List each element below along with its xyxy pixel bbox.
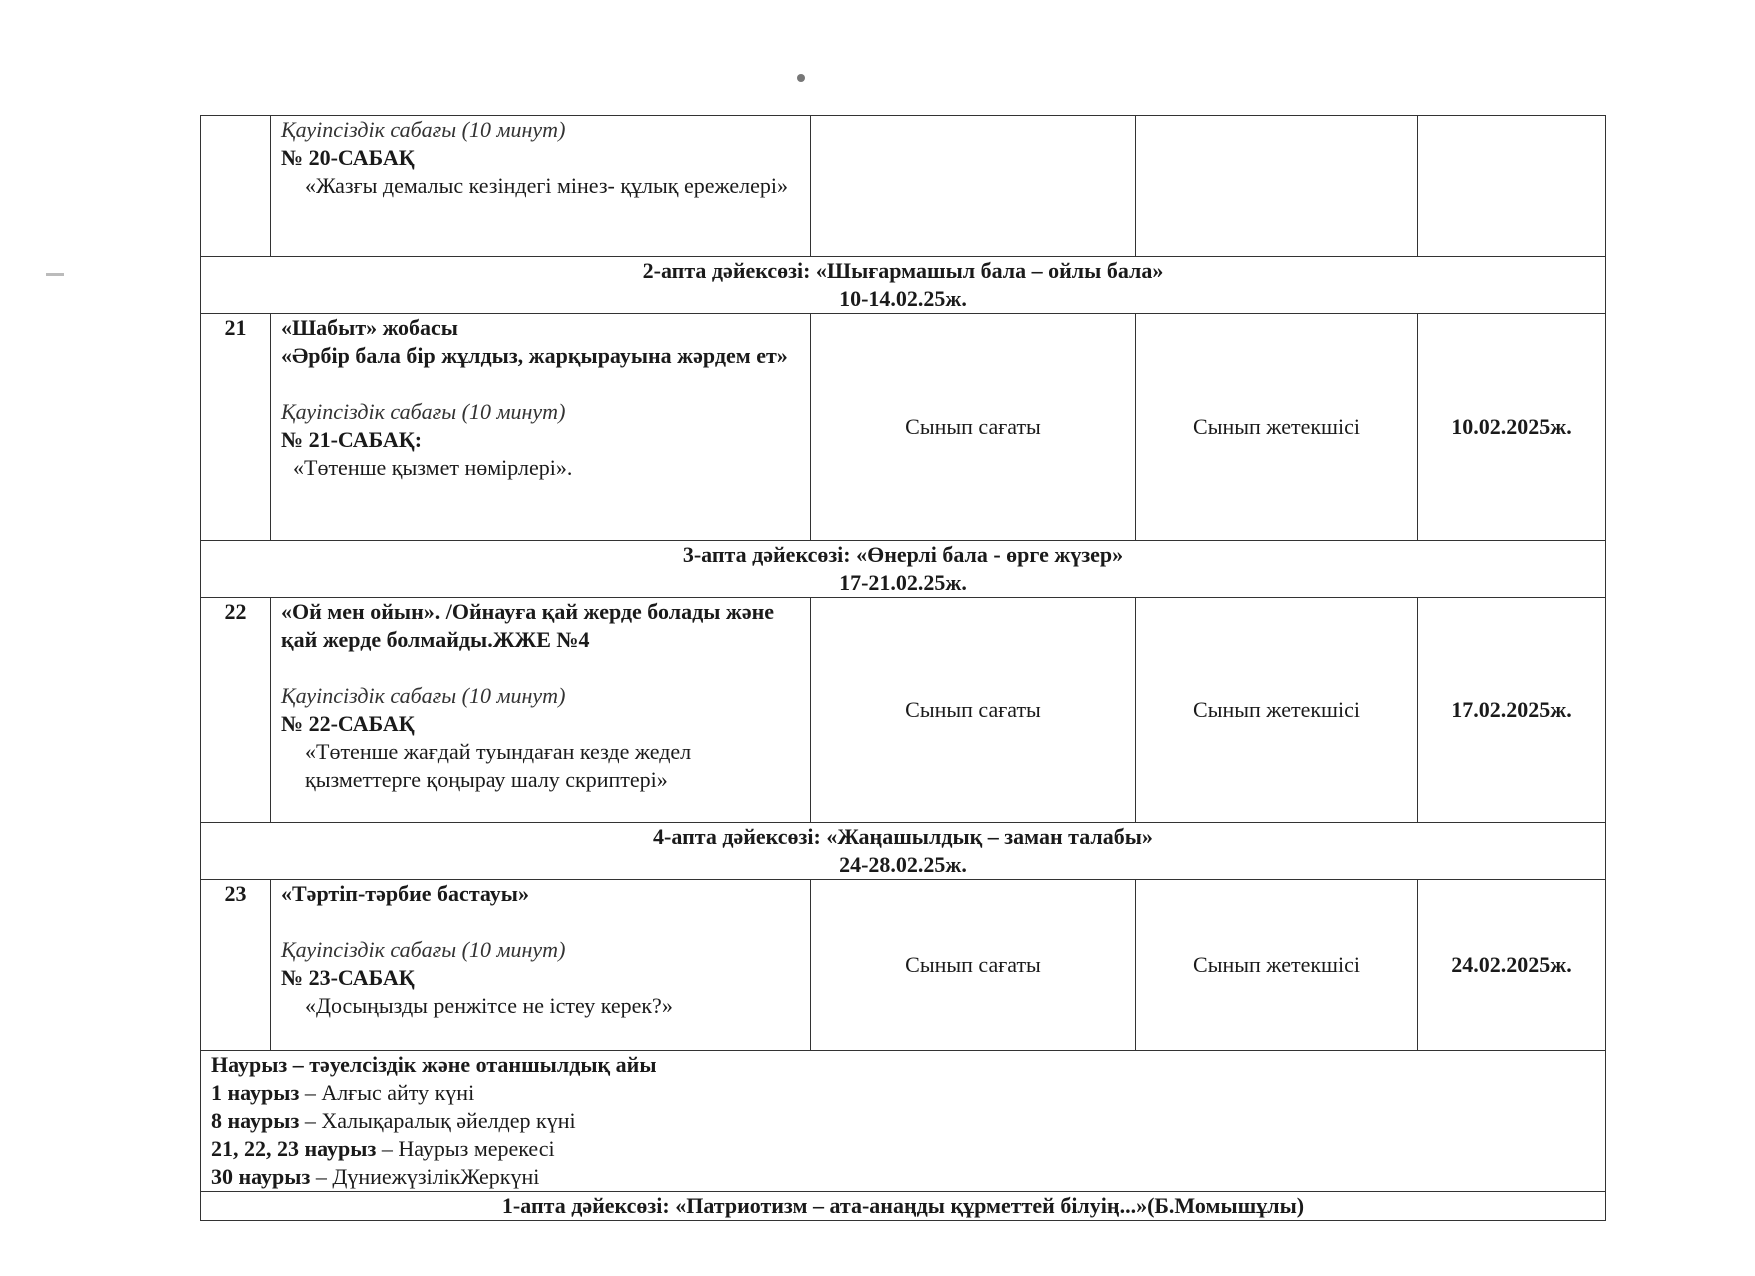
month-heading: Наурыз – тәуелсіздік және отаншылдық айы xyxy=(211,1052,657,1077)
holiday-day: 8 наурыз xyxy=(211,1108,300,1133)
week-dates: 24-28.02.25ж. xyxy=(839,852,967,877)
holiday-item xyxy=(211,1135,1595,1163)
holiday-name: – Халықаралық әйелдер күні xyxy=(299,1108,576,1133)
date-cell: 24.02.2025ж. xyxy=(1418,880,1606,1051)
holiday-item xyxy=(211,1107,1595,1135)
content-cell xyxy=(271,314,811,541)
holiday-day: 21, 22, 23 наурыз xyxy=(211,1136,377,1161)
lesson-topic: «Төтенше жағдай туындаған кезде жедел қызметтерге қоңырау шалу скриптері» xyxy=(305,739,692,792)
safety-label: Қауіпсіздік сабағы (10 минут) xyxy=(281,683,566,708)
month-section-row xyxy=(201,1051,1606,1192)
num-cell xyxy=(201,116,271,257)
project-name: «Шабыт» жобасы xyxy=(281,315,458,340)
row-number: 23 xyxy=(201,880,271,1051)
table-row xyxy=(201,880,1606,1051)
event-title: «Әрбір бала бір жұлдыз, жарқырауына жәрдем ет» xyxy=(281,343,788,368)
row-number: 21 xyxy=(201,314,271,541)
spacer xyxy=(281,908,800,936)
week-motto: 2-апта дәйексөзі: «Шығармашыл бала – ойлы бала» xyxy=(642,258,1164,283)
week-header xyxy=(201,823,1606,880)
lesson-topic: «Жазғы демалыс кезіндегі мінез- құлық ережелері» xyxy=(305,173,789,198)
holiday-day: 1 наурыз xyxy=(211,1080,300,1105)
week-motto: 4-апта дәйексөзі: «Жаңашылдық – заман талабы» xyxy=(653,824,1153,849)
responsible-cell: Сынып жетекшісі xyxy=(1136,598,1418,823)
week-header xyxy=(201,257,1606,314)
form-cell: Сынып сағаты xyxy=(811,880,1136,1051)
safety-label: Қауіпсіздік сабағы (10 минут) xyxy=(281,117,566,142)
week-dates: 10-14.02.25ж. xyxy=(839,286,967,311)
content-cell xyxy=(271,116,811,257)
row-number: 22 xyxy=(201,598,271,823)
lesson-number: № 21-САБАҚ: xyxy=(281,427,423,452)
spacer xyxy=(281,370,800,398)
lesson-number: № 20-САБАҚ xyxy=(281,145,415,170)
form-cell: Сынып сағаты xyxy=(811,314,1136,541)
holiday-item xyxy=(211,1079,1595,1107)
week-motto: 3-апта дәйексөзі: «Өнерлі бала - өрге жүзер» xyxy=(682,542,1124,567)
holiday-name: – ДүниежүзілікЖеркүні xyxy=(310,1164,540,1189)
week-header xyxy=(201,541,1606,598)
responsible-cell: Сынып жетекшісі xyxy=(1136,880,1418,1051)
table-row xyxy=(201,598,1606,823)
week-dates: 17-21.02.25ж. xyxy=(839,570,967,595)
responsible-cell: Сынып жетекшісі xyxy=(1136,314,1418,541)
form-cell xyxy=(811,116,1136,257)
holiday-item xyxy=(211,1163,1595,1191)
week-header-row xyxy=(201,1192,1606,1221)
spacer xyxy=(281,654,800,682)
scan-mark xyxy=(46,273,64,276)
week-header-row xyxy=(201,257,1606,314)
lesson-topic: «Төтенше қызмет нөмірлері». xyxy=(293,455,573,480)
week-header xyxy=(201,1192,1606,1221)
event-title: «Ой мен ойын». /Ойнауға қай жерде болады және қай жерде болмайды.ЖЖЕ №4 xyxy=(281,599,775,652)
safety-label: Қауіпсіздік сабағы (10 минут) xyxy=(281,937,566,962)
holiday-name: – Алғыс айту күні xyxy=(299,1080,475,1105)
content-cell xyxy=(271,880,811,1051)
content-cell xyxy=(271,598,811,823)
date-cell: 10.02.2025ж. xyxy=(1418,314,1606,541)
week-motto: 1-апта дәйексөзі: «Патриотизм – ата-анаңды құрметтей білуің...»(Б.Момышұлы) xyxy=(501,1193,1305,1218)
holiday-name: – Наурыз мерекесі xyxy=(376,1136,555,1161)
event-title: «Тәртіп-тәрбие бастауы» xyxy=(281,881,529,906)
table-row xyxy=(201,314,1606,541)
table-row xyxy=(201,116,1606,257)
lesson-number: № 23-САБАҚ xyxy=(281,965,415,990)
form-cell: Сынып сағаты xyxy=(811,598,1136,823)
plan-table xyxy=(200,115,1606,1221)
lesson-topic: «Досыңызды ренжітсе не істеу керек?» xyxy=(305,993,673,1018)
week-header-row xyxy=(201,823,1606,880)
scan-speck xyxy=(797,74,805,82)
month-section xyxy=(201,1051,1606,1192)
safety-label: Қауіпсіздік сабағы (10 минут) xyxy=(281,399,566,424)
holiday-day: 30 наурыз xyxy=(211,1164,311,1189)
week-header-row xyxy=(201,541,1606,598)
responsible-cell xyxy=(1136,116,1418,257)
date-cell xyxy=(1418,116,1606,257)
date-cell: 17.02.2025ж. xyxy=(1418,598,1606,823)
lesson-number: № 22-САБАҚ xyxy=(281,711,415,736)
